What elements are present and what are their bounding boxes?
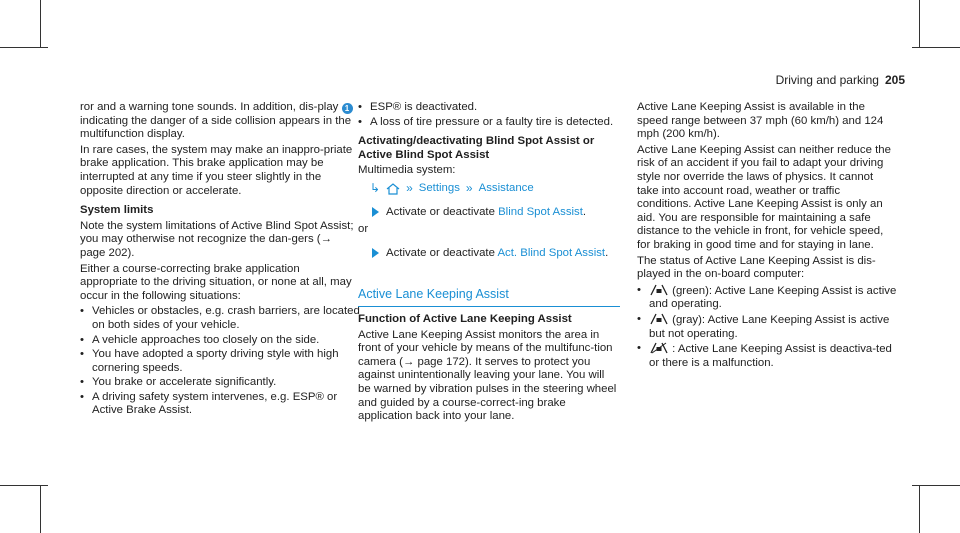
list-item bbox=[637, 284, 897, 312]
heading-activating: Activating/deactivating Blind Spot Assist or Active Blind Spot Assist bbox=[358, 135, 595, 161]
crop-mark bbox=[40, 485, 41, 533]
crop-mark bbox=[0, 485, 48, 486]
action-arrow-icon bbox=[372, 207, 379, 217]
action-step: Activate or deactivate Act. Blind Spot Assist. bbox=[358, 247, 620, 261]
or-text: or bbox=[358, 223, 369, 236]
crop-mark bbox=[0, 47, 48, 48]
column-middle bbox=[358, 101, 620, 426]
text: Activate or deactivate bbox=[386, 246, 495, 259]
list-item bbox=[637, 313, 897, 341]
paragraph bbox=[80, 101, 360, 142]
column-right bbox=[637, 101, 897, 371]
list-item: • ESP® is deactivated. bbox=[358, 101, 620, 115]
crop-mark bbox=[40, 0, 41, 48]
heading-system-limits: System limits bbox=[80, 204, 154, 217]
callout-badge: 1 bbox=[342, 103, 353, 114]
lane-keeping-icon bbox=[649, 313, 669, 325]
action-arrow-icon bbox=[372, 248, 379, 258]
list-item: • A vehicle approaches too closely on the side. bbox=[80, 334, 360, 348]
crop-mark bbox=[919, 485, 920, 533]
conditions-list bbox=[358, 101, 620, 129]
text: : Active Lane Keeping Assist is deactiva-ted or there is a malfunction. bbox=[649, 343, 892, 369]
action-step: Activate or deactivate Blind Spot Assist. bbox=[358, 206, 620, 220]
text: (gray): Active Lane Keeping Assist is active but not operating. bbox=[649, 313, 890, 340]
menu-act-blind-spot-assist[interactable]: Act. Blind Spot Assist bbox=[497, 246, 606, 259]
text: ror and a warning tone sounds. In addition, dis-play bbox=[80, 101, 339, 113]
page-number: 205 bbox=[884, 73, 905, 87]
column-left bbox=[80, 101, 360, 419]
situations-list bbox=[80, 305, 360, 418]
crop-mark bbox=[919, 0, 920, 48]
path-settings[interactable]: Settings bbox=[418, 181, 460, 194]
paragraph: Active Lane Keeping Assist can neither reduce the risk of an accident if you fail to adapt your driving style nor override the laws of physics. It cannot take into account road, weather or traffic conditions. Active Lane Keeping Assist is only an aid. You are responsible for maintaining a safe distance to the vehicle in front, for vehicle speed, for braking in good time and for staying in lane. bbox=[637, 143, 891, 251]
menu-blind-spot-assist[interactable]: Blind Spot Assist bbox=[498, 205, 583, 218]
list-item bbox=[637, 342, 897, 370]
page-header bbox=[776, 73, 905, 87]
paragraph: Active Lane Keeping Assist is available in the speed range between 37 mph (60 km/h) and 124 mph (200 km/h). bbox=[637, 101, 884, 141]
list-item: • A driving safety system intervenes, e.g. ESP® or Active Brake Assist. bbox=[80, 391, 360, 418]
list-item: • You brake or accelerate significantly. bbox=[80, 376, 360, 390]
chevron-right-icon: » bbox=[406, 180, 413, 195]
home-icon bbox=[386, 183, 400, 195]
paragraph: Active Lane Keeping Assist monitors the area in front of your vehicle by means of the multifunc-tion camera (→ page 172). It serves to protect you against unintentionally leaving your lane. You will be warned by vibration pulses in the steering wheel and guided by a course-correct-ing brake application back into your lane. bbox=[358, 328, 617, 423]
section-title-lane-keeping: Active Lane Keeping Assist bbox=[358, 288, 620, 307]
paragraph: Note the system limitations of Active Blind Spot Assist; you may otherwise not recognize the dan-gers (→ page 202). bbox=[80, 219, 354, 259]
heading-function: Function of Active Lane Keeping Assist bbox=[358, 312, 572, 325]
paragraph: In rare cases, the system may make an inappro-priate brake application. This brake application may be interrupted at any time if you steer slightly in the opposite direction or accelerate. bbox=[80, 143, 353, 197]
section-title: Driving and parking bbox=[775, 73, 879, 87]
path-assistance[interactable]: Assistance bbox=[478, 181, 534, 194]
return-arrow-icon: ↳ bbox=[370, 180, 381, 195]
crop-mark bbox=[912, 485, 960, 486]
lane-keeping-icon bbox=[649, 284, 669, 296]
multimedia-label: Multimedia system: bbox=[358, 164, 456, 177]
crop-mark bbox=[912, 47, 960, 48]
list-item: • A loss of tire pressure or a faulty tire is detected. bbox=[358, 116, 620, 130]
paragraph: Either a course-correcting brake application appropriate to the driving situation, or none at all, may occur in the following situations: bbox=[80, 262, 352, 302]
menu-path bbox=[370, 182, 620, 196]
text: indicating the danger of a side collision appears in the multifunction display. bbox=[80, 114, 352, 141]
lane-keeping-off-icon bbox=[649, 342, 669, 354]
list-item: • Vehicles or obstacles, e.g. crash barriers, are located on both sides of your vehicle. bbox=[80, 305, 360, 332]
list-item: • You have adopted a sporty driving style with high cornering speeds. bbox=[80, 348, 360, 375]
text: (green): Active Lane Keeping Assist is active and operating. bbox=[649, 284, 897, 311]
status-list bbox=[637, 284, 897, 371]
text: Activate or deactivate bbox=[386, 205, 495, 218]
chevron-right-icon: » bbox=[465, 180, 473, 195]
paragraph: The status of Active Lane Keeping Assist is dis-played in the on-board computer: bbox=[637, 254, 876, 281]
